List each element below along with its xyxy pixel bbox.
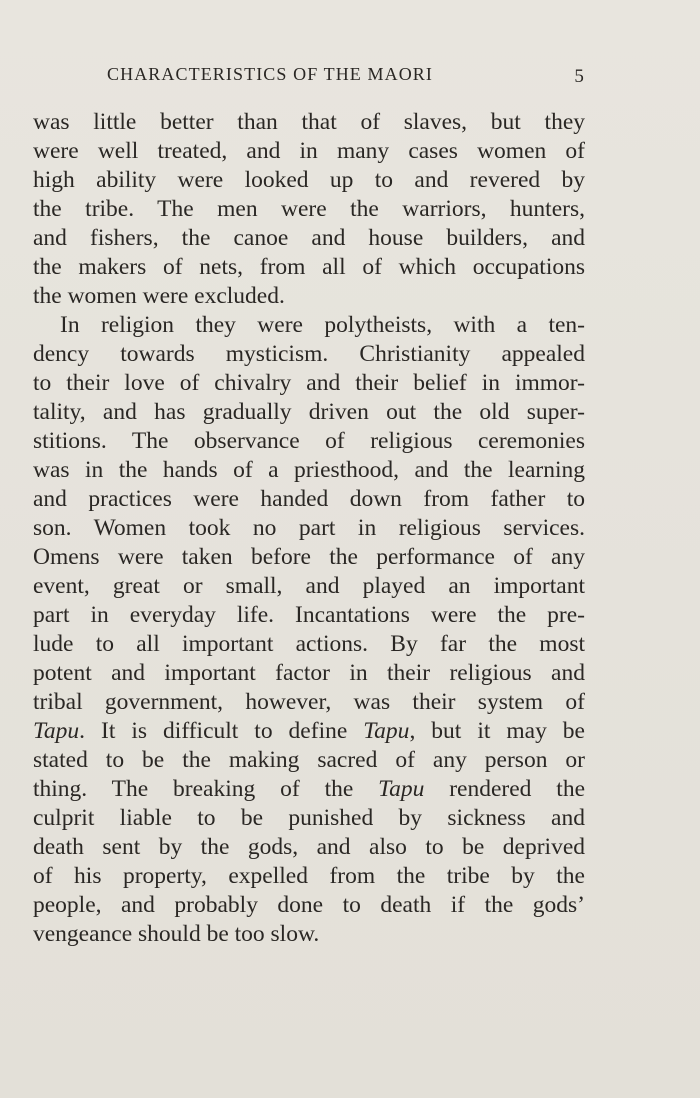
text-line: was in the hands of a priesthood, and the learning	[33, 457, 585, 483]
text-line: were well treated, and in many cases women of	[33, 138, 585, 164]
running-title: CHARACTERISTICS OF THE MAORI	[107, 64, 433, 84]
text-line: the makers of nets, from all of which occupations	[33, 254, 585, 280]
paragraph-start-line: In religion they were polytheists, with a ten-	[60, 312, 585, 338]
text-line: dency towards mysticism. Christianity appealed	[33, 341, 585, 367]
text-line: son. Women took no part in religious services.	[33, 515, 585, 541]
text-line: lude to all important actions. By far the most	[33, 631, 585, 657]
text-line: of his property, expelled from the tribe by the	[33, 863, 585, 889]
text-line: tribal government, however, was their system of	[33, 689, 585, 715]
text-line: people, and probably done to death if the gods’	[33, 892, 585, 918]
text-line: high ability were looked up to and revered by	[33, 167, 585, 193]
text-line: and fishers, the canoe and house builders, and	[33, 225, 585, 251]
text-line: vengeance should be too slow.	[33, 921, 320, 947]
text-line: tality, and has gradually driven out the old super-	[33, 399, 585, 425]
text-line: part in everyday life. Incantations were the pre-	[33, 602, 585, 628]
text-line-with-italic-term: thing. The breaking of the Tapu rendered the	[33, 776, 585, 802]
text-line: Omens were taken before the performance of any	[33, 544, 585, 570]
text-line: culprit liable to be punished by sickness and	[33, 805, 585, 831]
text-line: stitions. The observance of religious ceremonies	[33, 428, 585, 454]
text-line: the women were excluded.	[33, 283, 285, 309]
italic-term: Tapu	[33, 718, 80, 744]
page-number: 5	[574, 66, 585, 87]
text-line: was little better than that of slaves, but they	[33, 109, 585, 135]
italic-term: Tapu	[363, 718, 410, 744]
text-line: to their love of chivalry and their belief in immor-	[33, 370, 585, 396]
text-line: and practices were handed down from father to	[33, 486, 585, 512]
text-line-with-italic-term: Tapu. It is difficult to define Tapu, but it may be	[33, 718, 585, 744]
text-line: event, great or small, and played an important	[33, 573, 585, 599]
text-line: potent and important factor in their religious and	[33, 660, 585, 686]
running-head	[107, 64, 587, 90]
text-line: death sent by the gods, and also to be deprived	[33, 834, 585, 860]
italic-term: Tapu	[378, 776, 425, 802]
body-text	[33, 108, 585, 949]
text-line: the tribe. The men were the warriors, hunters,	[33, 196, 585, 222]
text-line: stated to be the making sacred of any person or	[33, 747, 585, 773]
